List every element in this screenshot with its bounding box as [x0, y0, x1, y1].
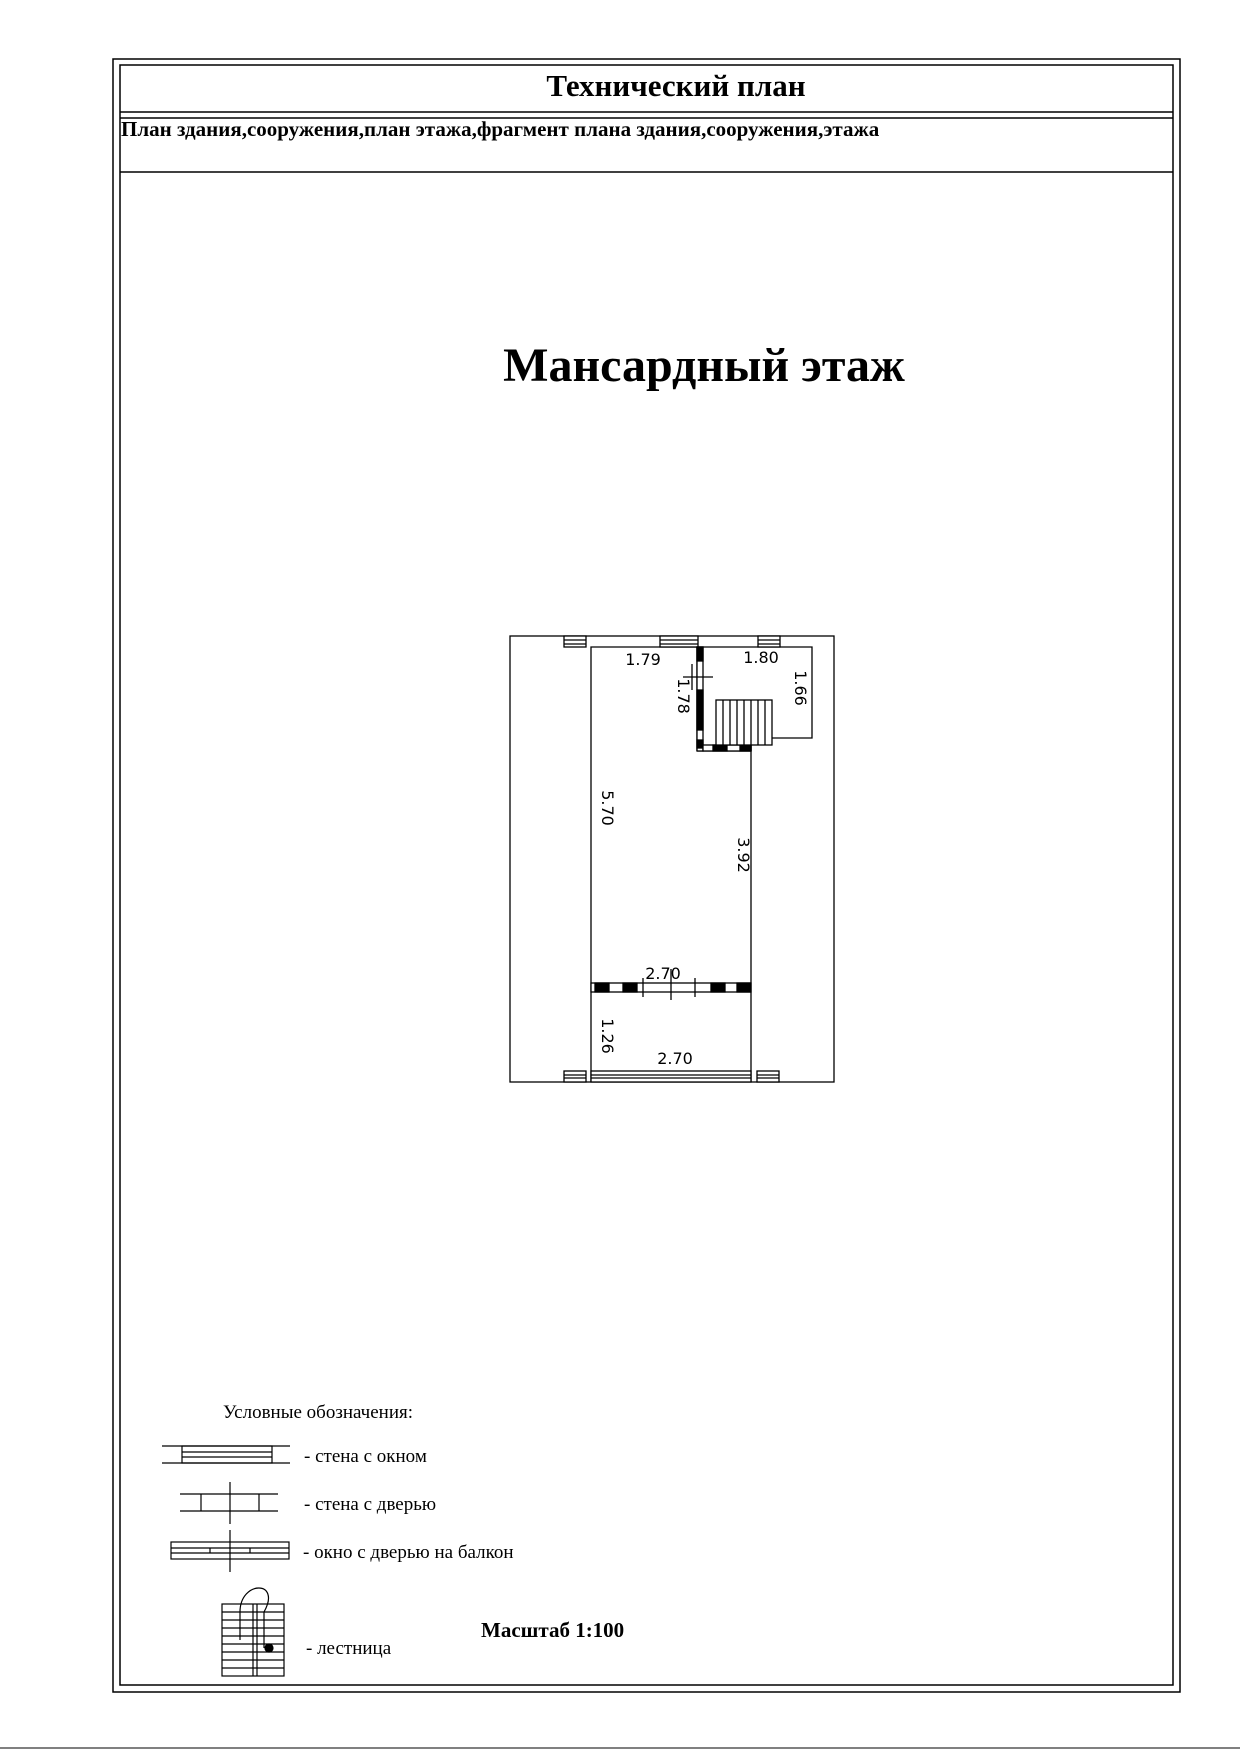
dim-main-right-length: 3.92	[734, 837, 753, 873]
legend	[162, 1402, 514, 1676]
staircase-legend-icon	[222, 1588, 284, 1676]
wall-with-window-icon	[162, 1446, 290, 1463]
window-top-right	[758, 636, 780, 647]
dim-main-left-length: 5.70	[598, 790, 617, 826]
dim-balcony-width: 2.70	[657, 1049, 693, 1068]
window-bottom-left	[564, 1071, 586, 1082]
floor-plan	[510, 636, 834, 1082]
dim-top-right-width: 1.80	[743, 648, 779, 667]
dim-balcony-depth: 1.26	[598, 1018, 617, 1054]
dim-top-left-width: 1.79	[625, 650, 661, 669]
legend-title: Условные обозначения:	[223, 1402, 414, 1423]
window-bottom-center	[591, 1071, 751, 1082]
dim-corridor-depth: 1.78	[674, 678, 693, 714]
legend-item-wall-door: - стена с дверью	[304, 1494, 437, 1515]
window-top-left	[564, 636, 586, 647]
scale-label: Масштаб 1:100	[481, 1618, 625, 1642]
dimension-labels	[598, 648, 810, 1068]
legend-item-wall-window: - стена с окном	[304, 1446, 427, 1467]
window-top-center	[660, 636, 698, 647]
legend-item-staircase: - лестница	[306, 1638, 392, 1659]
dim-stair-room-depth: 1.66	[791, 670, 810, 706]
dim-main-bottom-width: 2.70	[645, 964, 681, 983]
legend-item-balcony-door: - окно с дверью на балкон	[303, 1542, 514, 1563]
floor-title: Мансардный этаж	[503, 339, 905, 392]
balcony-door-window-icon	[171, 1530, 289, 1572]
page-title: Технический план	[546, 68, 806, 103]
sheet-frame	[0, 59, 1240, 1748]
page-subtitle: План здания,сооружения,план этажа,фрагмент плана здания,сооружения,этажа	[121, 117, 880, 141]
roof-outline	[510, 636, 834, 1082]
stair-room-bottom-wall	[703, 745, 751, 751]
window-bottom-right	[757, 1071, 779, 1082]
staircase-icon	[716, 700, 772, 745]
wall-with-door-icon	[180, 1482, 278, 1524]
